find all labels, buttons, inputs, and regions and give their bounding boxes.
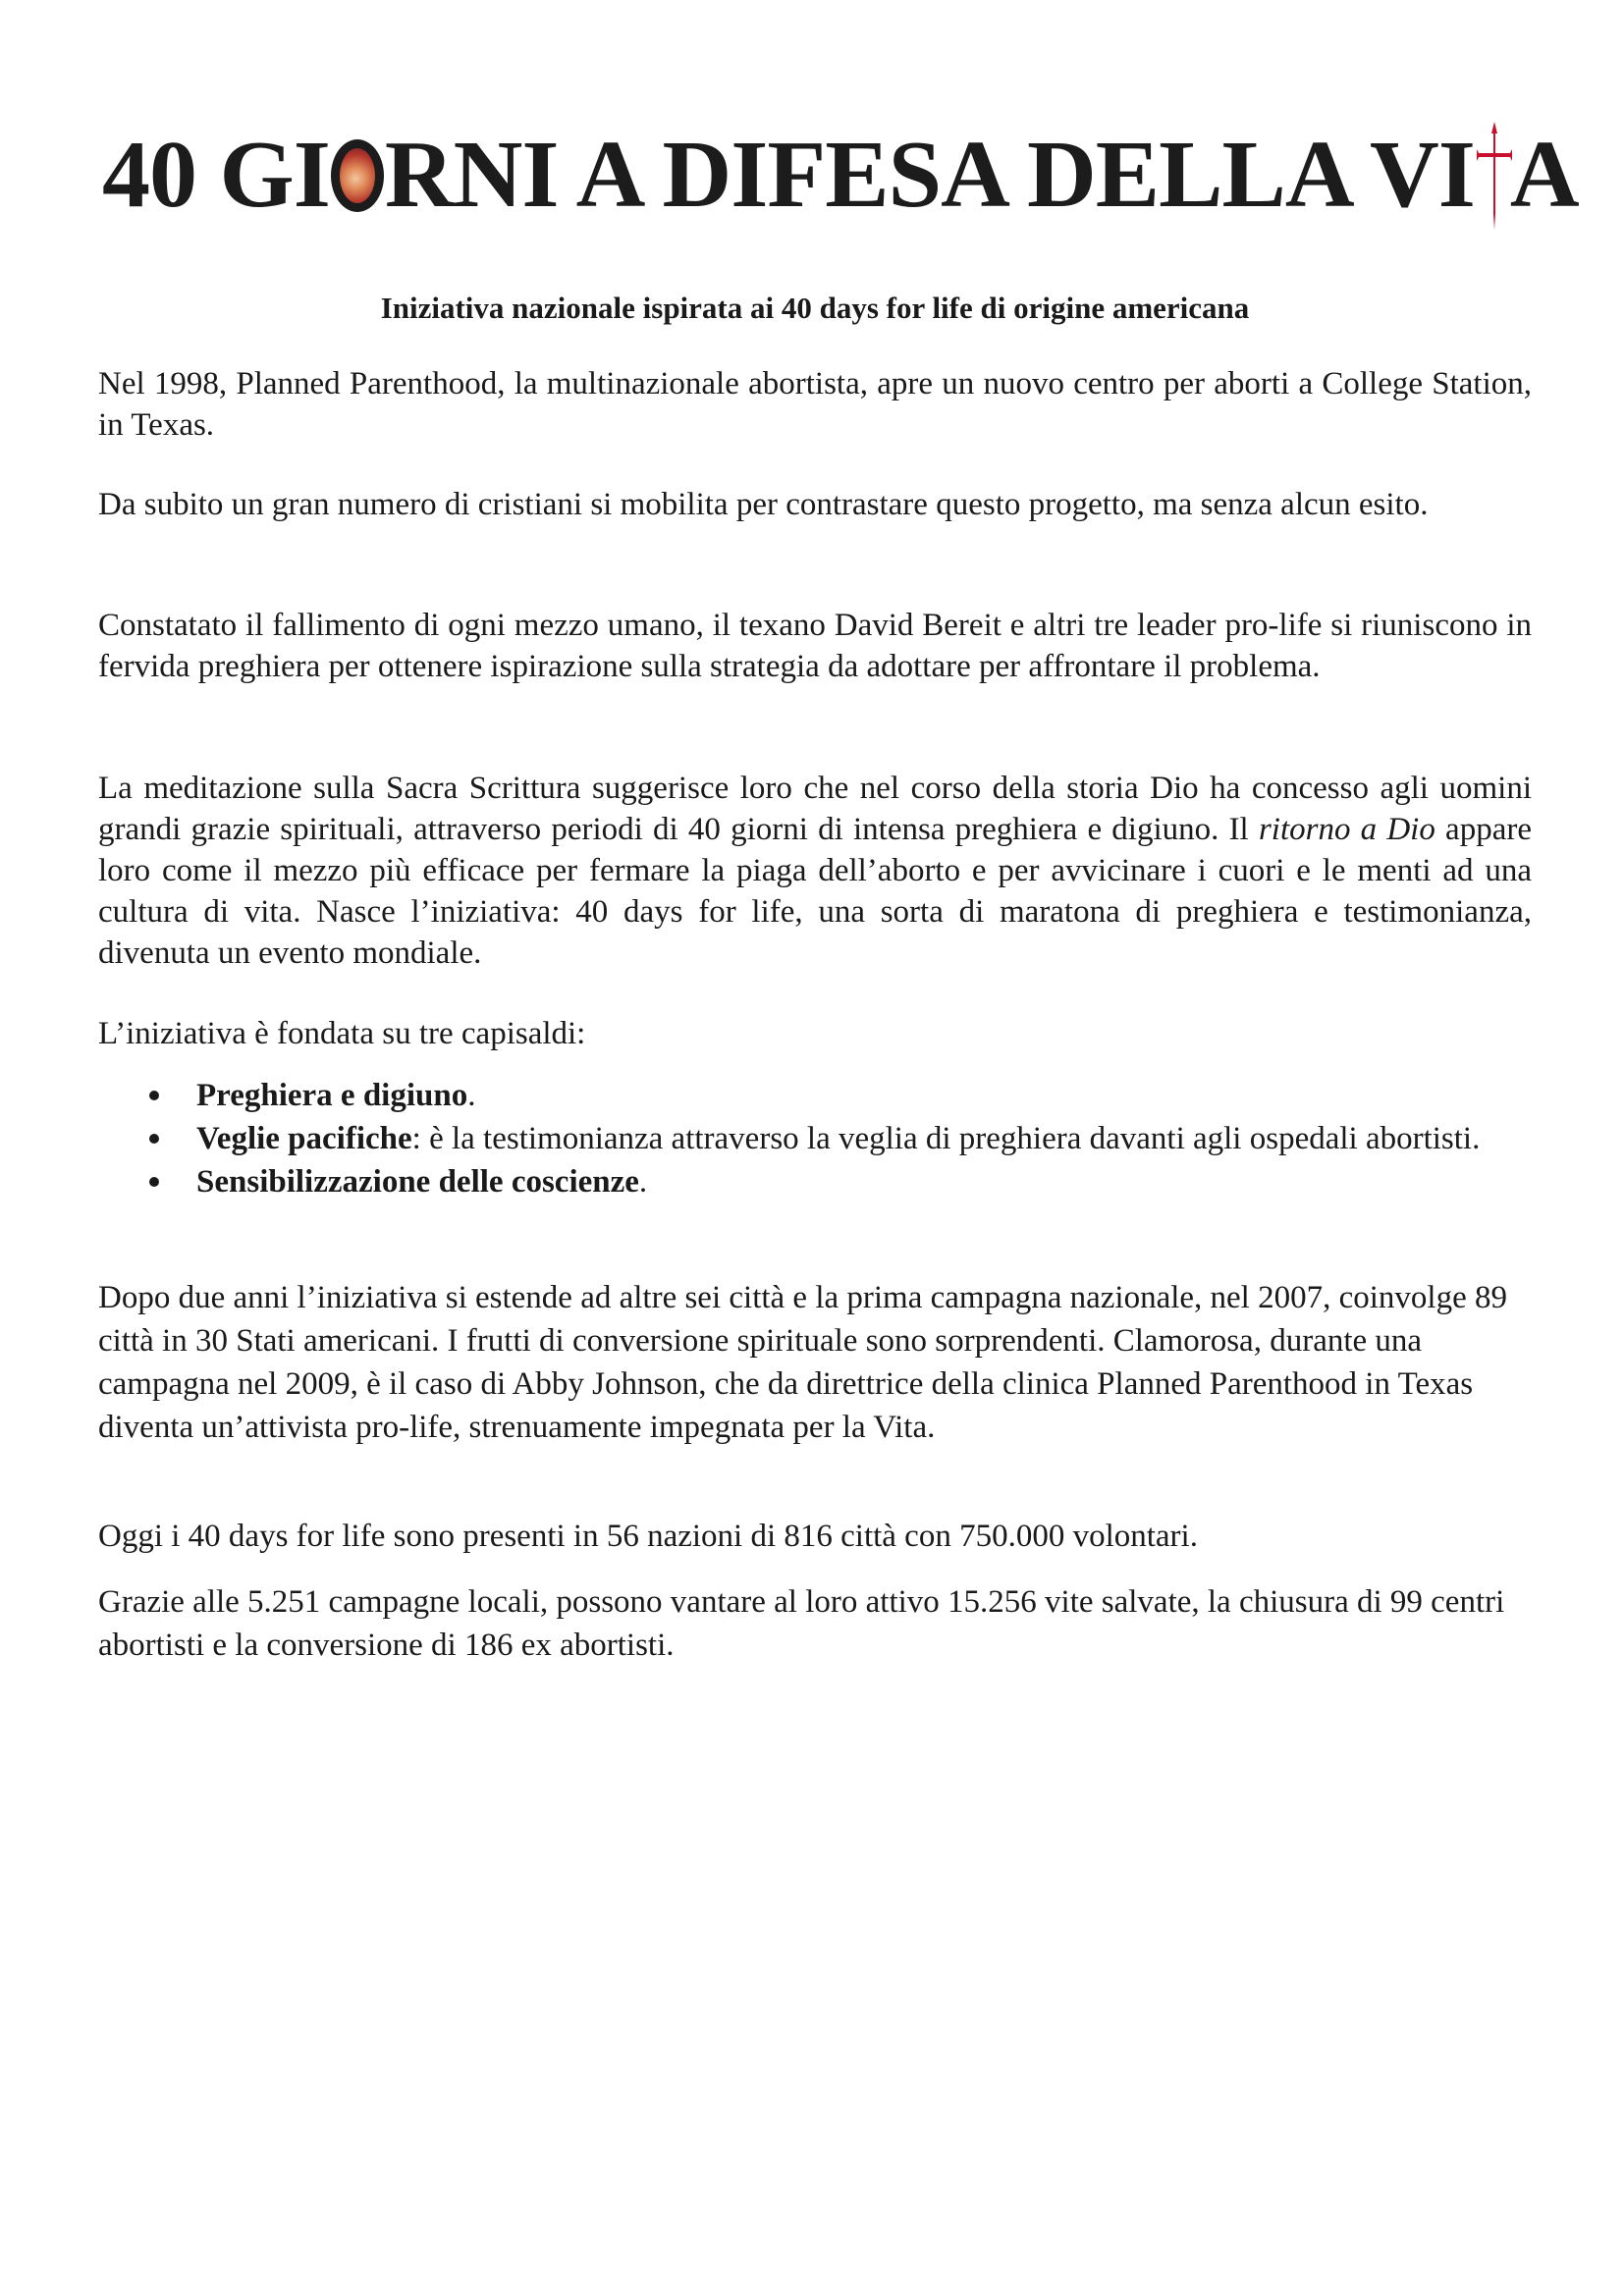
logo-title [102,116,1579,234]
paragraph-3: Constatato il fallimento di ogni mezzo umano, il texano David Bereit e altri tre leader pro-life si riuniscono in fervida preghiera per ottenere ispirazione sulla strategia da adottare per affrontare il problema. [98,608,1532,684]
list-item-text: . [638,1164,648,1200]
paragraph-8: Grazie alle 5.251 campagne locali, possono vantare al loro attivo 15.256 vite salvate, la chiusura di 99 centri abortisti e la conversione di 186 ex abortisti. [98,1584,1505,1663]
paragraph-2: Da subito un gran numero di cristiani si mobilita per contrastare questo progetto, ma senza alcun esito. [98,487,1429,522]
logo-text-part1: 40 GI [102,122,330,228]
pillars-list [98,1074,1532,1203]
bullet-icon [149,1177,159,1187]
list-item [98,1117,1532,1160]
paragraph-7: Oggi i 40 days for life sono presenti in 56 nazioni di 816 città con 750.000 volontari. [98,1519,1198,1554]
bullet-icon [149,1134,159,1144]
logo-text-part3: A [1509,122,1579,228]
list-item-text: . [467,1078,476,1113]
cross-icon [1475,116,1510,234]
paragraph-5: L’iniziativa è fondata su tre capisaldi: [98,1016,586,1051]
subtitle: Iniziativa nazionale ispirata ai 40 days for life di origine americana [380,291,1250,325]
list-item-bold: Sensibilizzazione delle coscienze [196,1164,639,1200]
fetus-image-icon [331,139,384,212]
list-item-text: : è la testimonianza attraverso la veglia di preghiera davanti agli ospedali abortisti. [411,1121,1481,1156]
list-item [98,1160,1532,1203]
list-item [98,1074,1532,1117]
list-item-bold: Veglie pacifiche [196,1121,412,1156]
paragraph-4-part-b: appare loro come il mezzo più efficace per fermare la piaga dell’aborto e per avvicinare i cuori e le menti ad una cultura di vita. Nasce l’iniziativa: 40 days for life, una sorta di maratona di preghiera e testimonianza, divenuta un evento mondiale. [98,812,1532,971]
bullet-icon [149,1091,159,1100]
paragraph-4-part-a: La meditazione sulla Sacra Scrittura suggerisce loro che nel corso della storia Dio ha concesso agli uomini grandi grazie spirituali, attraverso periodi di 40 giorni di intensa preghiera e digiuno. Il [98,771,1532,847]
paragraph-6: Dopo due anni l’iniziativa si estende ad altre sei città e la prima campagna nazionale, nel 2007, coinvolge 89 città in 30 Stati americani. I frutti di conversione spirituale sono sorprendenti. Clamorosa, durante una campagna nel 2009, è il caso di Abby Johnson, che da direttrice della clinica Planned Parenthood in Texas diventa un’attivista pro-life, strenuamente impegnata per la Vita. [98,1280,1507,1445]
list-item-bold: Preghiera e digiuno [196,1078,468,1113]
paragraph-4-italic: ritorno a Dio [1258,812,1435,847]
logo-text-part2: RNI A DIFESA DELLA VI [384,122,1475,228]
paragraph-4 [98,768,1532,974]
paragraph-1: Nel 1998, Planned Parenthood, la multinazionale abortista, apre un nuovo centro per aborti a College Station, in Texas. [98,366,1532,443]
